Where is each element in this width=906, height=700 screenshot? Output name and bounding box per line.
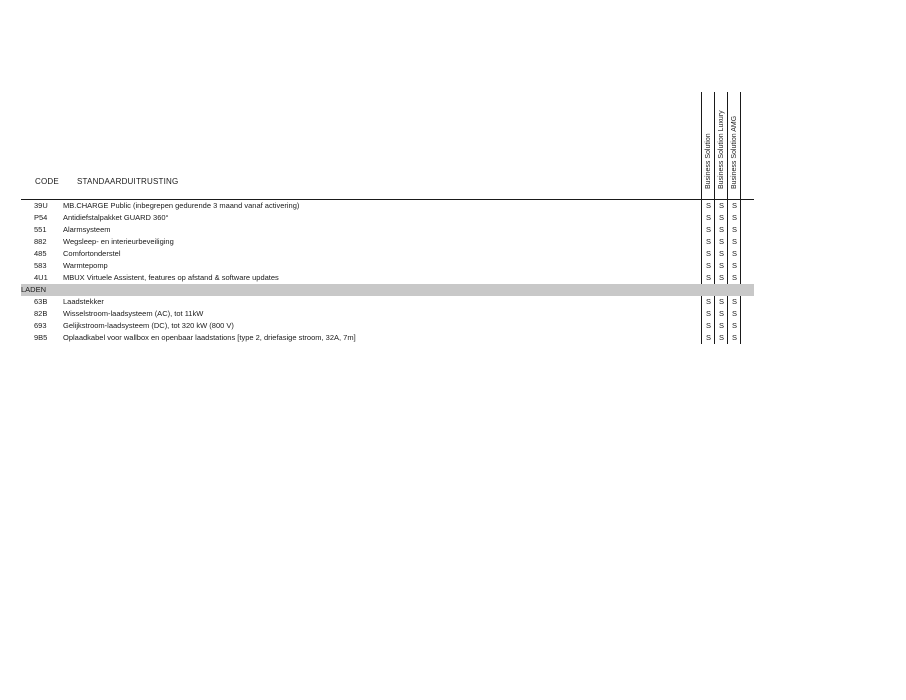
row-value: S	[718, 249, 724, 258]
column-divider	[701, 296, 702, 344]
table-row	[21, 320, 754, 332]
row-value: S	[731, 309, 737, 318]
row-value: S	[731, 213, 737, 222]
column-divider	[701, 200, 702, 284]
row-description: Alarmsysteem	[63, 225, 111, 234]
column-divider	[740, 92, 741, 200]
column-divider	[714, 92, 715, 200]
row-value: S	[718, 213, 724, 222]
row-description: MB.CHARGE Public (inbegrepen gedurende 3 maand vanaf activering)	[63, 201, 300, 210]
section-label: LADEN	[21, 285, 47, 294]
row-code: P54	[34, 213, 48, 222]
row-description: Gelijkstroom-laadsysteem (DC), tot 320 kW (800 V)	[63, 321, 234, 330]
row-value: S	[718, 261, 724, 270]
row-value: S	[705, 249, 711, 258]
table-row	[21, 248, 754, 260]
row-description: MBUX Virtuele Assistent, features op afstand & software updates	[63, 273, 279, 282]
row-value: S	[705, 273, 711, 282]
row-value: S	[731, 261, 737, 270]
row-value: S	[705, 261, 711, 270]
column-divider	[740, 296, 741, 344]
code-column-header: CODE	[35, 177, 59, 186]
table-row	[21, 224, 754, 236]
column-divider	[701, 92, 702, 200]
row-code: 485	[34, 249, 47, 258]
row-code: 693	[34, 321, 47, 330]
column-header-label: Business Solution Luxury	[717, 110, 725, 189]
table-title: STANDAARDUITRUSTING	[77, 177, 179, 186]
column-divider	[714, 296, 715, 344]
table-row	[21, 260, 754, 272]
row-value: S	[718, 201, 724, 210]
table-row	[21, 332, 754, 344]
row-value: S	[731, 273, 737, 282]
row-value: S	[718, 333, 724, 342]
row-description: Antidiefstalpakket GUARD 360°	[63, 213, 169, 222]
row-value: S	[718, 309, 724, 318]
column-header-label: Business Solution AMG	[730, 115, 738, 189]
table-row	[21, 272, 754, 284]
table-row	[21, 200, 754, 212]
row-code: 63B	[34, 297, 48, 306]
row-value: S	[731, 297, 737, 306]
row-code: 39U	[34, 201, 48, 210]
table-row	[21, 308, 754, 320]
row-value: S	[718, 273, 724, 282]
row-value: S	[731, 249, 737, 258]
row-value: S	[705, 237, 711, 246]
row-value: S	[731, 201, 737, 210]
column-divider	[727, 200, 728, 284]
row-description: Wegsleep- en interieurbeveiliging	[63, 237, 174, 246]
row-code: 82B	[34, 309, 48, 318]
column-divider	[740, 200, 741, 284]
row-code: 4U1	[34, 273, 48, 282]
row-value: S	[731, 333, 737, 342]
column-divider	[727, 296, 728, 344]
row-code: 882	[34, 237, 47, 246]
row-value: S	[705, 201, 711, 210]
row-value: S	[718, 225, 724, 234]
table-row	[21, 236, 754, 248]
row-value: S	[705, 213, 711, 222]
row-value: S	[718, 237, 724, 246]
row-description: Comfortonderstel	[63, 249, 121, 258]
row-code: 551	[34, 225, 47, 234]
row-value: S	[705, 309, 711, 318]
row-description: Oplaadkabel voor wallbox en openbaar laadstations [type 2, driefasige stroom, 32A, 7m]	[63, 333, 356, 342]
row-value: S	[705, 333, 711, 342]
row-description: Warmtepomp	[63, 261, 108, 270]
row-description: Laadstekker	[63, 297, 104, 306]
row-value: S	[718, 297, 724, 306]
row-value: S	[705, 297, 711, 306]
row-code: 583	[34, 261, 47, 270]
section-header-laden	[21, 284, 754, 296]
row-value: S	[731, 237, 737, 246]
row-value: S	[705, 321, 711, 330]
column-header-label: Business Solution	[704, 133, 712, 189]
column-divider	[714, 200, 715, 284]
row-value: S	[705, 225, 711, 234]
column-divider	[727, 92, 728, 200]
table-row	[21, 296, 754, 308]
table-row	[21, 212, 754, 224]
row-description: Wisselstroom-laadsysteem (AC), tot 11kW	[63, 309, 204, 318]
row-value: S	[731, 321, 737, 330]
equipment-rows	[21, 200, 754, 344]
row-code: 9B5	[34, 333, 48, 342]
row-value: S	[731, 225, 737, 234]
row-value: S	[718, 321, 724, 330]
